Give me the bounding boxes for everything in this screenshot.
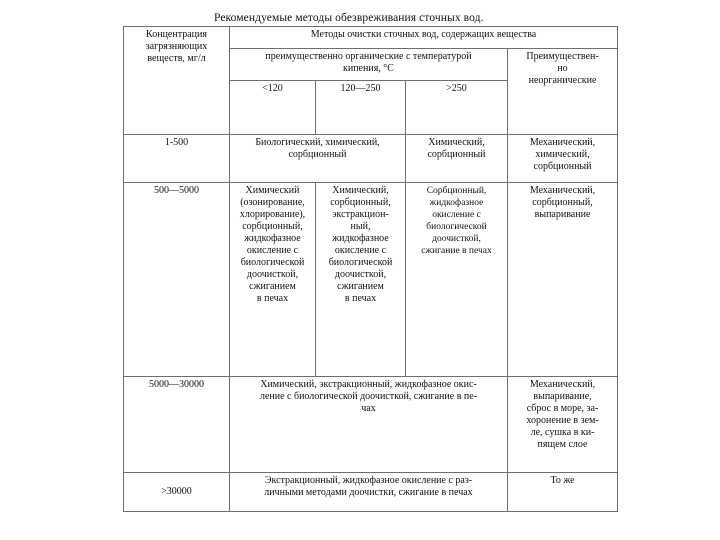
table-row	[124, 377, 618, 473]
row-organic-low: Химический (озонирование, хлорирование), сорбционный, жидкофазное окисление с биологической доочисткой, сжиганием в печах	[230, 183, 316, 377]
table-row	[124, 473, 618, 512]
header-temp-120-250: 120—250	[316, 81, 406, 135]
row-concentration: >30000	[124, 473, 230, 512]
row-organic-all: Экстракционный, жидкофазное окисление с раз- личными методами доочистки, сжигание в печах	[230, 473, 508, 512]
table-row	[124, 135, 618, 183]
row-concentration: 5000—30000	[124, 377, 230, 473]
methods-table	[123, 26, 618, 512]
row-inorganic: Механический, выпаривание, сброс в море, за- хоронение в зем- ле, сушка в ки- пящем слое	[508, 377, 618, 473]
row-organic-mid: Химический, сорбционный, экстракцион- ный, жидкофазное окисление с биологической доочисткой, сжиганием в печах	[316, 183, 406, 377]
header-temp-lt120: <120	[230, 81, 316, 135]
row-organic-all: Химический, экстракционный, жидкофазное окис- ление с биологической доочисткой, сжигание в пе- чах	[230, 377, 508, 473]
document-title: Рекомендуемые методы обезвреживания сточных вод.	[214, 12, 484, 24]
row-inorganic: Механический, химический, сорбционный	[508, 135, 618, 183]
row-organic-high: Химический, сорбционный	[406, 135, 508, 183]
row-concentration: 500—5000	[124, 183, 230, 377]
header-concentration: Концентрация загрязняющих веществ, мг/л	[124, 27, 230, 135]
header-methods: Методы очистки сточных вод, содержащих вещества	[230, 27, 618, 49]
header-temp-gt250: >250	[406, 81, 508, 135]
row-inorganic: То же	[508, 473, 618, 512]
row-organic-low-mid: Биологический, химический, сорбционный	[230, 135, 406, 183]
row-inorganic: Механический, сорбционный, выпаривание	[508, 183, 618, 377]
header-organic: преимущественно органические с температурой кипения, °С	[230, 49, 508, 81]
row-organic-high: Сорбционный, жидкофазное окисление с биологической доочисткой, сжигание в печах	[406, 183, 508, 377]
table-row	[124, 183, 618, 377]
row-concentration: 1-500	[124, 135, 230, 183]
header-row-1	[124, 27, 618, 49]
header-inorganic: Преимуществен- но неорганические	[508, 49, 618, 135]
